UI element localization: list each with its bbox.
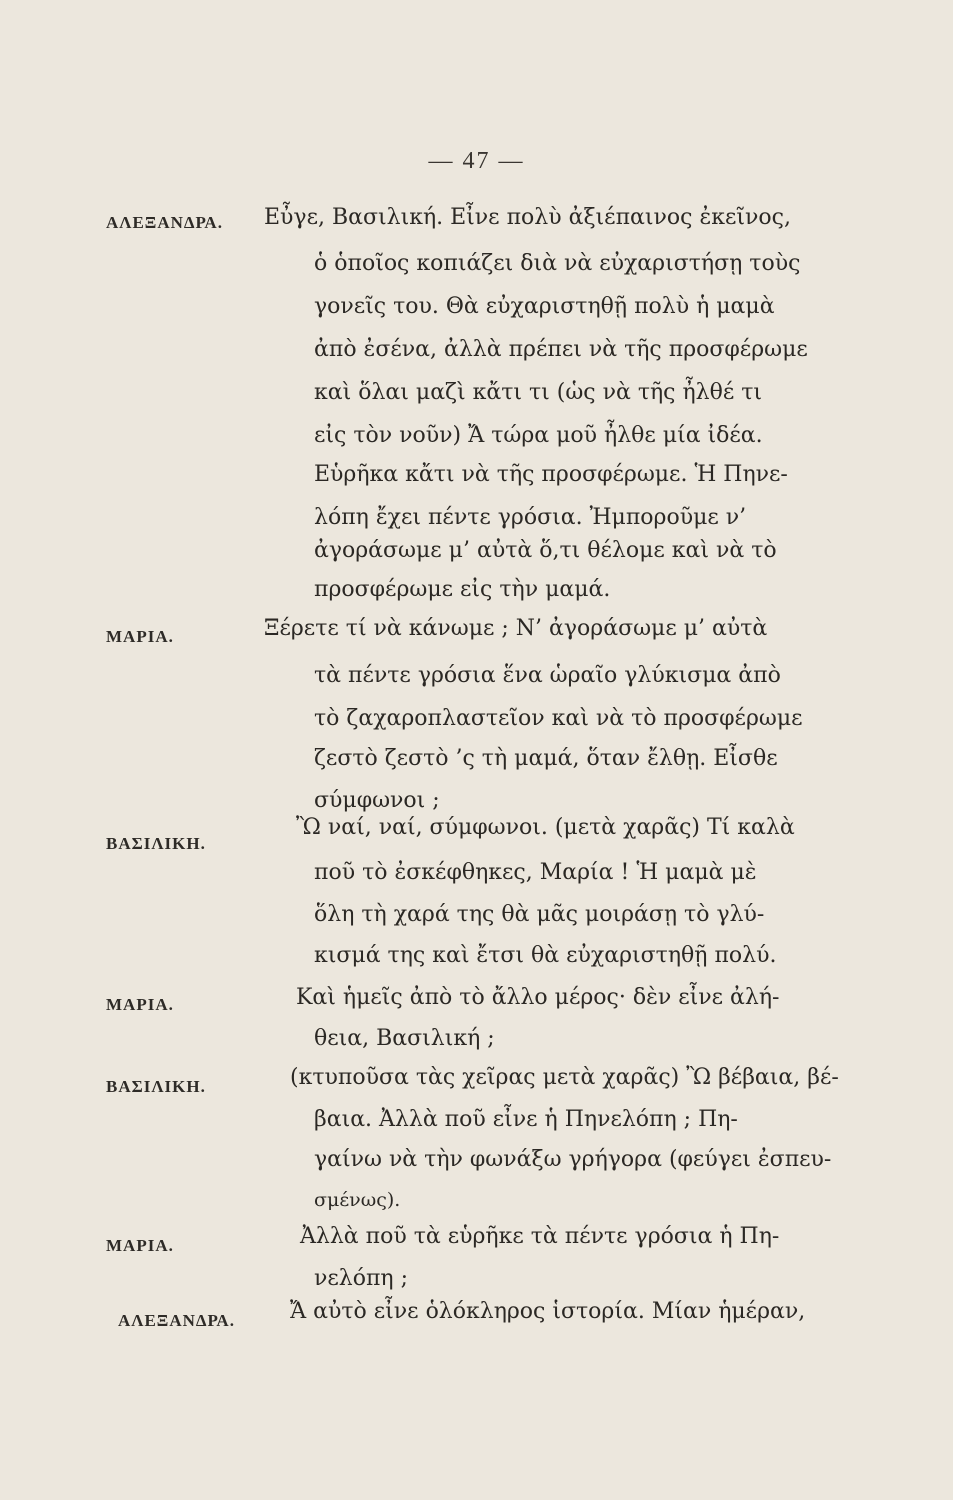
dialogue-line: εἰς τὸν νοῦν) Ἄ τώρα μοῦ ἦλθε μία ἰδέα. [314, 423, 763, 448]
dialogue-line: ὅλη τὴ χαρά της θὰ μᾶς μοιράσῃ τὸ γλύ- [314, 902, 765, 927]
page-number: — 47 — [428, 148, 525, 174]
dialogue-line: νελόπη ; [314, 1266, 409, 1291]
dialogue-line: Ξέρετε τί νὰ κάνωμε ; Ν’ ἀγοράσωμε μ’ αὐτὰ [264, 616, 768, 641]
dialogue-line: κισμά της καὶ ἔτσι θὰ εὐχαριστηθῇ πολύ. [314, 943, 777, 968]
speaker-name: ΜΑΡΙΑ. [106, 1236, 174, 1255]
dialogue-line: γονεῖς του. Θὰ εὐχαριστηθῇ πολὺ ἡ μαμὰ [314, 294, 775, 319]
dialogue-line: Εὑρῆκα κἄτι νὰ τῆς προσφέρωμε. Ἡ Πηνε- [314, 462, 788, 487]
dialogue-line: θεια, Βασιλική ; [314, 1026, 495, 1051]
speaker-name: ΑΛΕΞΑΝΔΡΑ. [118, 1311, 235, 1330]
dialogue-line: Εὖγε, Βασιλική. Εἶνε πολὺ ἀξιέπαινος ἐκεῖνος, [264, 205, 791, 230]
speaker-name: ΜΑΡΙΑ. [106, 627, 174, 646]
dialogue-line: σμένως). [314, 1189, 401, 1211]
speaker-name: ΜΑΡΙΑ. [106, 995, 174, 1014]
dialogue-line: λόπη ἔχει πέντε γρόσια. Ἠμποροῦμε ν’ [314, 505, 747, 530]
dialogue-line: γαίνω νὰ τὴν φωνάξω γρήγορα (φεύγει ἐσπευ- [314, 1147, 832, 1172]
dialogue-line: Καὶ ἡμεῖς ἀπὸ τὸ ἄλλο μέρος· δὲν εἶνε ἀλή- [296, 985, 780, 1010]
dialogue-line: ζεστὸ ζεστὸ ’ς τὴ μαμά, ὅταν ἔλθῃ. Εἶσθε [314, 746, 778, 771]
dialogue-line: σύμφωνοι ; [314, 788, 440, 813]
speaker-name: ΒΑΣΙΛΙΚΗ. [106, 1077, 206, 1096]
dialogue-line: Ἄ αὐτὸ εἶνε ὁλόκληρος ἱστορία. Μίαν ἡμέραν, [290, 1299, 806, 1324]
dialogue-line: τὸ ζαχαροπλαστεῖον καὶ νὰ τὸ προσφέρωμε [314, 706, 803, 731]
dialogue-line: βαια. Ἀλλὰ ποῦ εἶνε ἡ Πηνελόπη ; Πη- [314, 1107, 738, 1132]
speaker-name: ΑΛΕΞΑΝΔΡΑ. [106, 213, 223, 232]
dialogue-line: ἀπὸ ἐσένα, ἀλλὰ πρέπει νὰ τῆς προσφέρωμε [314, 337, 808, 362]
dialogue-line: Ἀλλὰ ποῦ τὰ εὑρῆκε τὰ πέντε γρόσια ἡ Πη- [300, 1224, 780, 1249]
dialogue-line: προσφέρωμε εἰς τὴν μαμά. [314, 577, 611, 602]
dialogue-line: (κτυποῦσα τὰς χεῖρας μετὰ χαρᾶς) Ὢ βέβαια, βέ- [290, 1065, 839, 1090]
dialogue-line: καὶ ὅλαι μαζὶ κἄτι τι (ὡς νὰ τῆς ἦλθέ τι [314, 380, 763, 405]
dialogue-line: ποῦ τὸ ἐσκέφθηκες, Μαρία ! Ἡ μαμὰ μὲ [314, 860, 757, 885]
speaker-name: ΒΑΣΙΛΙΚΗ. [106, 834, 206, 853]
dialogue-line: τὰ πέντε γρόσια ἕνα ὡραῖο γλύκισμα ἀπὸ [314, 663, 781, 688]
dialogue-line: ὁ ὁποῖος κοπιάζει διὰ νὰ εὐχαριστήσῃ τοὺς [314, 251, 801, 276]
dialogue-line: Ὢ ναί, ναί, σύμφωνοι. (μετὰ χαρᾶς) Τί καλὰ [296, 815, 795, 840]
dialogue-line: ἀγοράσωμε μ’ αὐτὰ ὅ,τι θέλομε καὶ νὰ τὸ [314, 538, 777, 563]
